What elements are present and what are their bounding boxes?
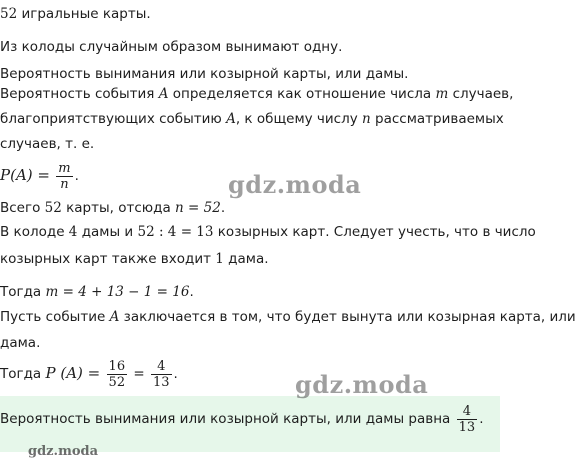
fraction-answer: $\frac{4}{13}$ bbox=[458, 403, 476, 435]
line-definition-1: Вероятность события A определяется как отношение числа m случаев, bbox=[0, 86, 514, 102]
formula-fraction: $\frac{m}{n}$ bbox=[58, 160, 71, 192]
watermark-bottom-left: gdz.moda bbox=[28, 444, 99, 459]
line-definition-3: случаев, т. е. bbox=[0, 136, 95, 152]
line-event-a: Пусть событие A заключается в том, что будет вынута или козырная карта, или bbox=[0, 309, 576, 325]
formula-probability: P(A) = $\frac{m}{n}$ . bbox=[0, 160, 79, 192]
fraction-16-52: $\frac{16}{52}$ bbox=[108, 358, 126, 390]
line-queens-trumps: В колоде 4 дамы и 52 : 4 = 13 козырных карт. Следует учесть, что в число bbox=[0, 224, 536, 240]
line-final-answer: Вероятность вынимания или козырной карты, или дамы равна $\frac{4}{13}$ . bbox=[0, 403, 484, 435]
line-problem-statement: Вероятность вынимания или козырной карты, или дамы. bbox=[0, 66, 409, 82]
line-probability-result: Тогда P (A) = $\frac{16}{52}$ = $\frac{4}{13}$ . bbox=[0, 358, 178, 390]
watermark-top: gdz.moda bbox=[228, 170, 362, 199]
line-m-value: Тогда m = 4 + 13 − 1 = 16. bbox=[0, 284, 194, 300]
line-draw-one: Из колоды случайным образом вынимают одну. bbox=[0, 39, 343, 55]
line-event-a-cont: дама. bbox=[0, 335, 41, 351]
line-total-cards: Всего 52 карты, отсюда n = 52. bbox=[0, 200, 226, 216]
line-cards-count: 52 игральные карты. bbox=[0, 6, 151, 22]
fraction-4-13: $\frac{4}{13}$ bbox=[153, 358, 170, 390]
watermark-middle: gdz.moda bbox=[295, 370, 429, 399]
line-definition-2: благоприятствующих событию A, к общему числу n рассматриваемых bbox=[0, 111, 504, 127]
line-trump-includes-queen: козырных карт также входит 1 дама. bbox=[0, 251, 269, 267]
